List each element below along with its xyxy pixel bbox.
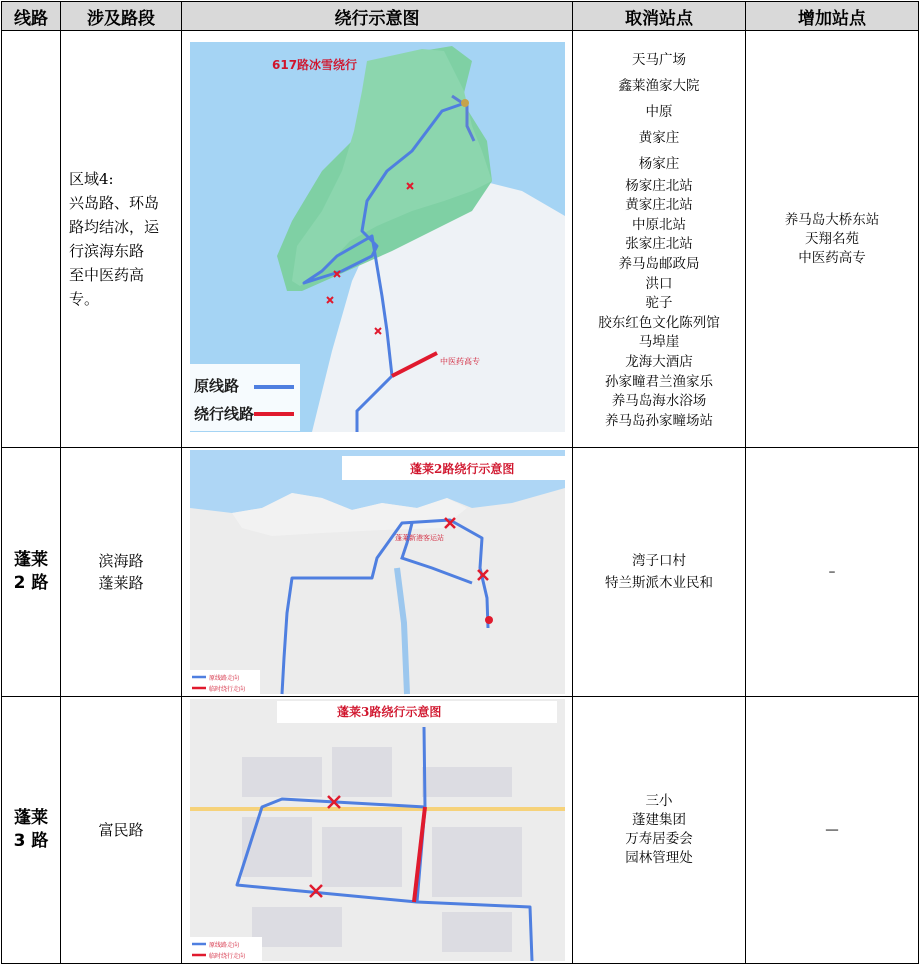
cancel-stop: 天马广场 [632,51,686,68]
header-segment: 涉及路段 [61,2,182,31]
line-name: 2 路 [13,573,49,593]
cancel-cell [573,448,746,697]
cancel-stop: 万寿居委会 [625,831,693,847]
legend-detour: 临时绕行走向 [209,953,246,960]
segment-text: 行滨海东路 [69,242,145,260]
add-cell [746,31,919,448]
segment-text: 区域4: [69,170,114,188]
cancel-stop: 胶东红色文化陈列馆 [598,314,720,331]
cancel-stop: 杨家庄北站 [625,177,693,194]
line-name: 3 路 [13,831,49,851]
add-stop: — [825,821,839,838]
header-row [2,2,919,31]
map-label: 蓬莱新港客运站 [395,534,444,542]
cancel-stop: 马埠崖 [638,334,680,351]
legend-original: 原线路走向 [209,942,240,949]
cancel-stop: 湾子口村 [632,553,686,569]
map-title: 蓬莱3路绕行示意图 [337,705,442,719]
cancel-stop: 养马岛孙家疃场站 [605,412,713,429]
segment-text: 滨海路 [98,552,144,570]
cancel-stop: 黄家庄 [638,129,680,146]
cancel-stop: 中原 [645,103,673,120]
line-cell [2,31,61,448]
add-stop: 养马岛大桥东站 [784,211,880,228]
route-map-penglai-3 [182,697,573,963]
legend-detour: 绕行线路 [194,405,255,423]
legend-detour: 临时绕行走向 [209,686,246,693]
map-cell [182,697,573,964]
cancel-stop: 孙家疃君兰渔家乐 [605,373,713,390]
cancel-cell [573,697,746,964]
cancel-cell [573,31,746,448]
header-map: 绕行示意图 [182,2,573,31]
line-name: 蓬莱 [14,550,48,570]
cancel-stop: 特兰斯派木业民和 [605,575,713,591]
pin-icon [461,99,469,107]
header-line: 线路 [2,2,61,31]
table-row [2,31,919,448]
segment-cell [61,448,182,697]
line-cell [2,697,61,964]
segment-text: 路均结冰，运 [69,218,160,236]
add-stop: 天翔名苑 [805,230,859,247]
cancel-stop: 三小 [645,793,673,809]
map-title: 蓬莱2路绕行示意图 [410,462,515,476]
segment-text: 富民路 [98,821,144,839]
cancel-stop: 鑫莱渔家大院 [618,77,700,94]
cancel-stop: 养马岛海水浴场 [611,393,707,410]
cancel-stop: 蓬建集团 [632,812,686,828]
table-row [2,697,919,964]
map-cell [182,448,573,697]
detour-table [1,1,919,964]
cancel-stop: 驼子 [645,295,673,312]
line-cell [2,448,61,697]
map-label: 中医药高专 [440,357,480,366]
add-stop: 中医药高专 [798,249,866,266]
map-title: 617路冰雪绕行 [272,58,358,72]
legend-original: 原线路走向 [209,675,240,682]
map-cell [182,31,573,448]
segment-text: 至中医药高 [69,266,145,284]
segment-text: 兴岛路、环岛 [69,194,160,212]
cancel-stop: 洪口 [645,275,673,292]
segment-text: 专。 [69,290,100,308]
cancel-stop: 园林管理处 [625,850,693,866]
table-row [2,448,919,697]
legend-original: 原线路 [194,377,240,395]
cancel-stop: 杨家庄 [638,155,680,172]
segment-cell [61,31,182,448]
segment-cell [61,697,182,964]
cancel-stop: 张家庄北站 [625,236,693,253]
add-stop: – [828,563,836,580]
pin-icon [485,616,493,624]
cancel-stop: 龙海大酒店 [625,353,693,370]
cancel-stop: 黄家庄北站 [625,197,693,214]
cancel-stop: 中原北站 [632,216,686,233]
route-map-617 [182,31,573,447]
line-name: 蓬莱 [14,808,48,828]
cancel-stop: 养马岛邮政局 [618,256,700,273]
segment-text: 蓬莱路 [98,574,144,592]
add-cell [746,448,919,697]
header-cancel: 取消站点 [573,2,746,31]
header-add: 增加站点 [746,2,919,31]
add-cell [746,697,919,964]
route-map-penglai-2 [182,448,573,696]
